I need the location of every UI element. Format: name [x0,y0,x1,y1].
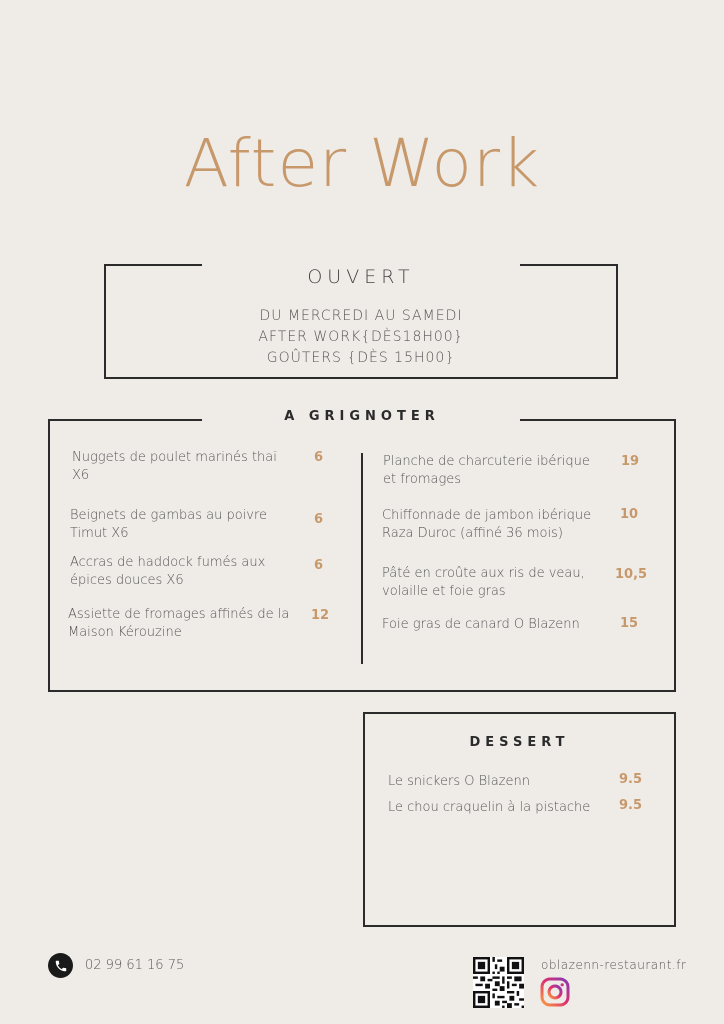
phone-icon[interactable] [48,953,73,978]
phone-number[interactable]: 02 99 61 16 75 [85,958,185,973]
menu-price: 10,5 [615,567,648,582]
menu-item: Pâté en croûte aux ris de veau, volaille et foie gras [382,566,585,599]
menu-price: 6 [314,558,324,573]
menu-price: 9.5 [619,772,643,787]
hours-line: DU MERCREDI AU SAMEDI [259,308,463,324]
snacks-heading: A GRIGNOTER [284,409,440,424]
menu-price: 10 [620,507,639,522]
menu-price: 15 [620,616,639,631]
hours-line: GOÛTERS {DÈS 15H00} [266,350,456,366]
menu-price: 6 [314,450,324,465]
menu-item: Beignets de gambas au poivre Timut X6 [70,508,268,541]
menu-item: Le chou craquelin à la pistache [388,800,591,815]
menu-price: 12 [311,608,330,623]
hours-heading: OUVERT [307,266,415,288]
website-link[interactable]: oblazenn-restaurant.fr [541,958,687,972]
menu-item: Planche de charcuterie ibérique et fromages [383,454,590,487]
menu-item: Accras de haddock fumés aux épices douces X6 [70,555,266,588]
menu-item: Nuggets de poulet marinés thaï X6 [72,450,277,483]
page-title: After Work [183,125,541,202]
menu-item: Le snickers O Blazenn [388,774,530,789]
column-divider [361,453,363,664]
qr-code[interactable] [473,957,524,1008]
menu-item: Chiffonnade de jambon ibérique Raza Duroc (affiné 36 mois) [382,508,592,541]
menu-item: Assiette de fromages affinés de la Maison Kérouzine [68,607,290,640]
menu-price: 19 [621,454,640,469]
hours-lines [106,306,616,369]
dessert-box [363,712,676,927]
opening-hours-box [104,264,618,379]
menu-item: Foie gras de canard O Blazenn [382,617,580,632]
hours-line: AFTER WORK{DÈS18H00} [258,329,464,345]
dessert-heading: DESSERT [469,735,570,750]
instagram-icon[interactable] [540,977,570,1007]
snacks-box [48,409,676,692]
menu-price: 6 [314,512,324,527]
menu-price: 9.5 [619,798,643,813]
